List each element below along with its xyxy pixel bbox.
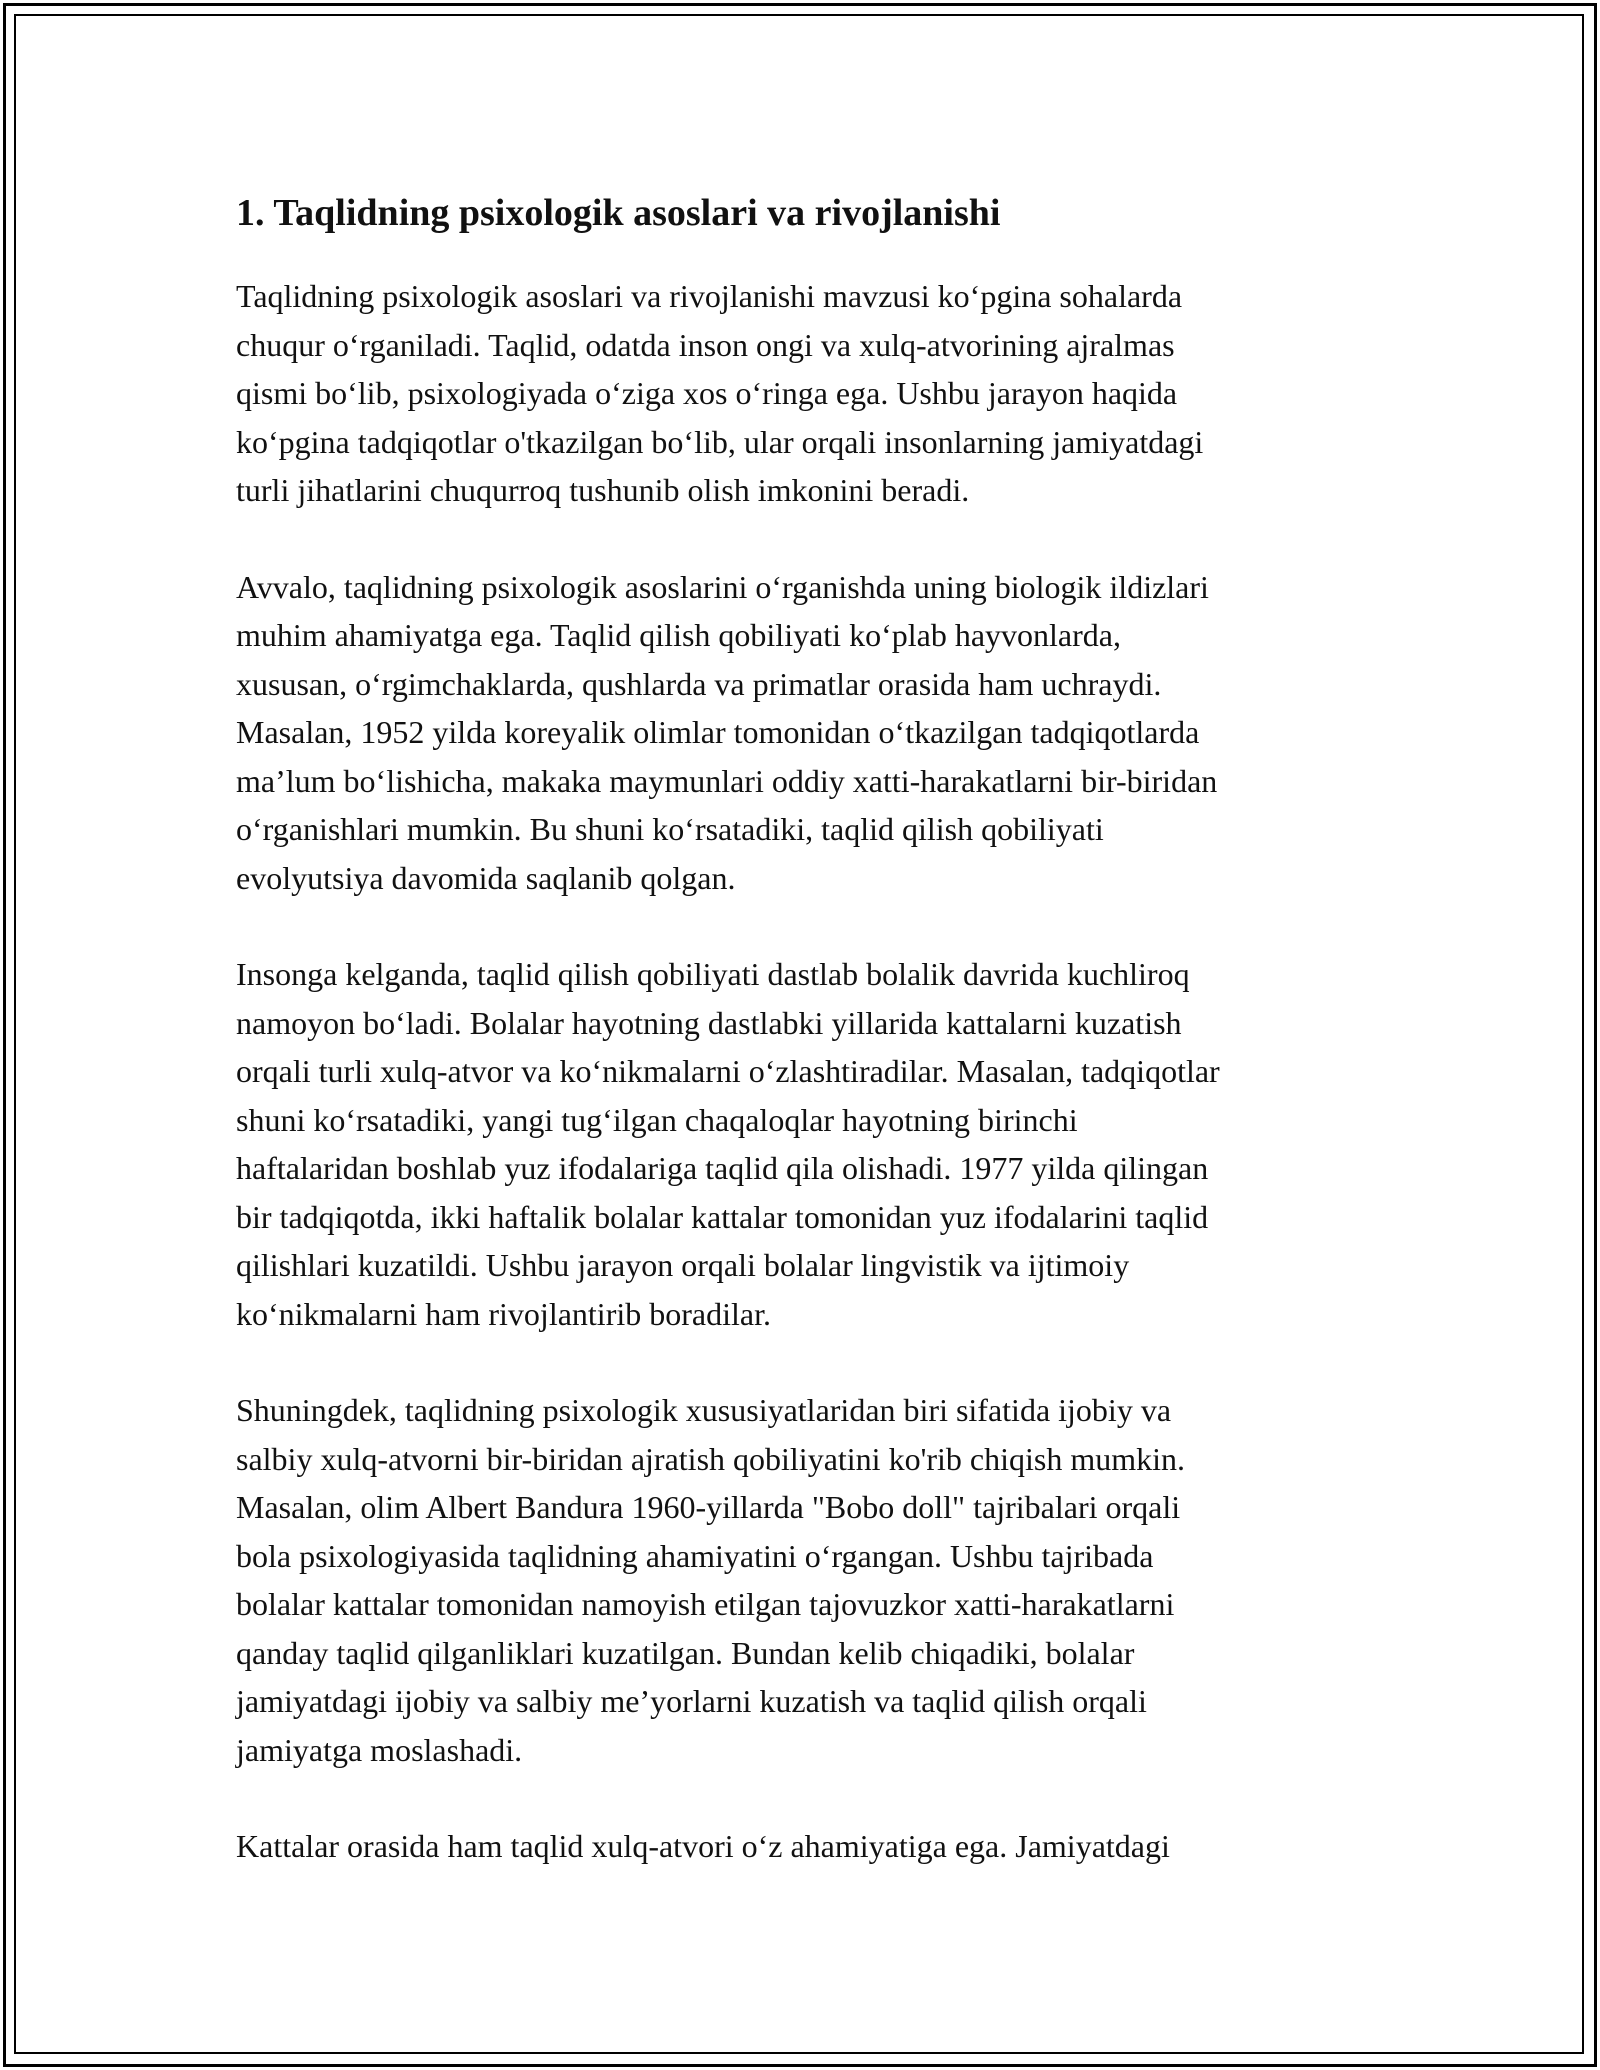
paragraph-4: Shuningdek, taqlidning psixologik xususiyatlaridan biri sifatida ijobiy va salbiy xulq-atvorni bir-biridan ajratish qobiliyatini ko'rib chiqish mumkin. Masalan, olim Albert Bandura 1960-yillarda "Bobo doll" tajribalari orqali bola psixologiyasida taqlidning ahamiyatini oʻrgangan. Ushbu tajribada bolalar kattalar tomonidan namoyish etilgan tajovuzkor xatti-harakatlarni qanday taqlid qilganliklari kuzatilgan. Bundan kelib chiqadiki, bolalar jamiyatdagi ijobiy va salbiy meʼyorlarni kuzatish va taqlid qilish orqali jamiyatga moslashadi. [236,1392,1185,1768]
document-body [236,184,1376,1919]
paragraph-3: Insonga kelganda, taqlid qilish qobiliyati dastlab bolalik davrida kuchliroq namoyon boʻladi. Bolalar hayotning dastlabki yillarida kattalarni kuzatish orqali turli xulq-atvor va koʻnikmalarni oʻzlashtiradilar. Masalan, tadqiqotlar shuni koʻrsatadiki, yangi tugʻilgan chaqaloqlar hayotning birinchi haftalaridan boshlab yuz ifodalariga taqlid qila olishadi. 1977 yilda qilingan bir tadqiqotda, ikki haftalik bolalar kattalar tomonidan yuz ifodalarini taqlid qilishlari kuzatildi. Ushbu jarayon orqali bolalar lingvistik va ijtimoiy koʻnikmalarni ham rivojlantirib boradilar. [236,956,1220,1332]
paragraph-5: Kattalar orasida ham taqlid xulq-atvori oʻz ahamiyatiga ega. Jamiyatdagi [236,1828,1170,1864]
paragraph-1: Taqlidning psixologik asoslari va rivojlanishi mavzusi koʻpgina sohalarda chuqur oʻrganiladi. Taqlid, odatda inson ongi va xulq-atvorining ajralmas qismi boʻlib, psixologiyada oʻziga xos oʻringa ega. Ushbu jarayon haqida koʻpgina tadqiqotlar o'tkazilgan boʻlib, ular orqali insonlarning jamiyatdagi turli jihatlarini chuqurroq tushunib olish imkonini beradi. [236,278,1204,508]
section-heading: 1. Taqlidning psixologik asoslari va rivojlanishi [236,192,1001,234]
paragraph-2: Avvalo, taqlidning psixologik asoslarini oʻrganishda uning biologik ildizlari muhim ahamiyatga ega. Taqlid qilish qobiliyati koʻplab hayvonlarda, xususan, oʻrgimchaklarda, qushlarda va primatlar orasida ham uchraydi. Masalan, 1952 yilda koreyalik olimlar tomonidan oʻtkazilgan tadqiqotlarda maʼlum boʻlishicha, makaka maymunlari oddiy xatti-harakatlarni bir-biridan oʻrganishlari mumkin. Bu shuni koʻrsatadiki, taqlid qilish qobiliyati evolyutsiya davomida saqlanib qolgan. [236,568,1218,896]
